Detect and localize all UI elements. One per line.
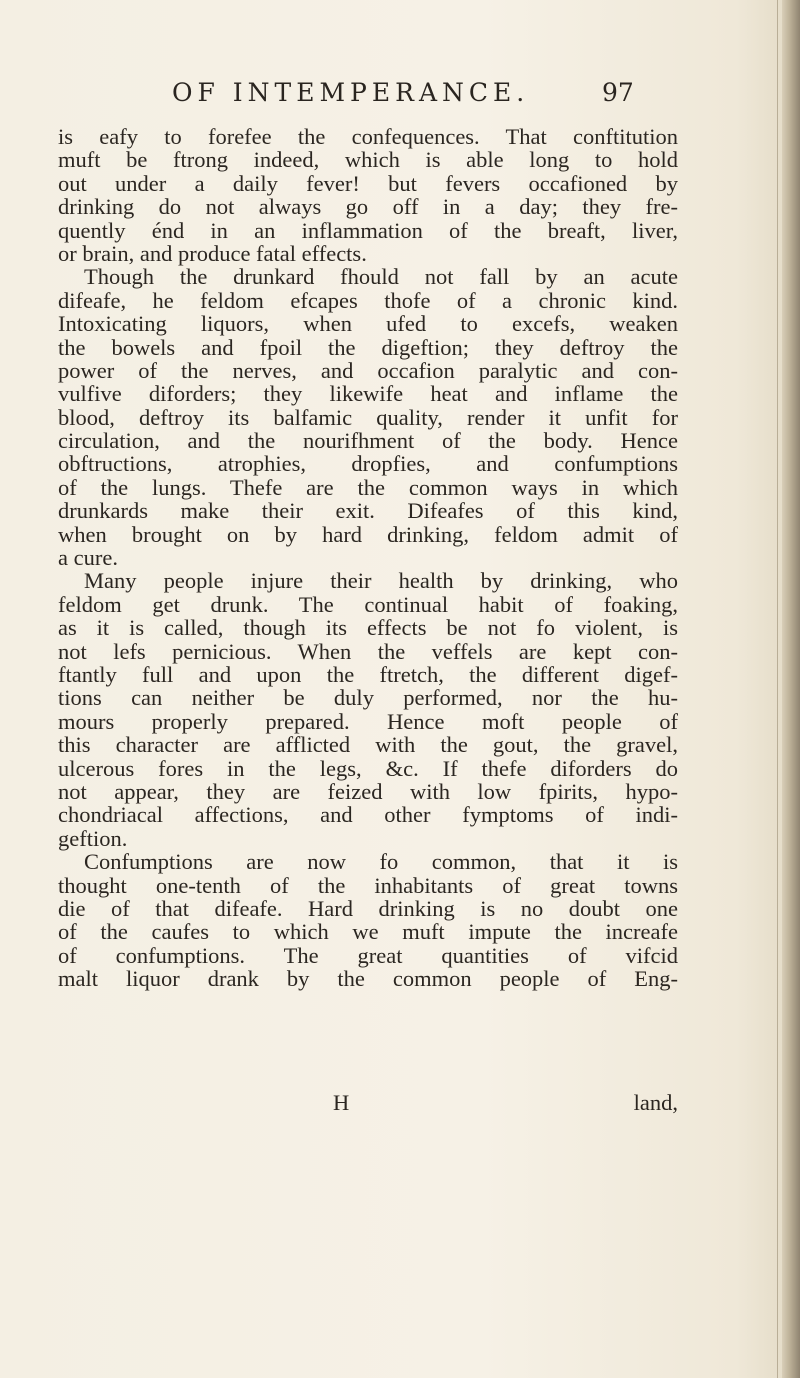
signature-mark: H	[333, 1090, 350, 1115]
text-line: malt liquor drank by the common people of Eng-	[58, 966, 678, 992]
text-line: is eafy to forefee the confequences. That conftitution	[58, 124, 678, 149]
text-line: of confumptions. The great quantities of vifcid	[58, 942, 678, 968]
text-line: the bowels and fpoil the digeftion; they deftroy the	[58, 334, 678, 360]
text-line: power of the nerves, and occafion paralytic and con-	[58, 357, 678, 383]
running-title: OF INTEMPERANCE.	[172, 78, 530, 107]
book-binding-edge	[782, 0, 800, 1378]
text-line: not appear, they are feized with low fpirits, hypo-	[58, 778, 678, 804]
text-line: drinking do not always go off in a day; they fre-	[58, 194, 678, 220]
text-line: ftantly full and upon the ftretch, the different digef-	[58, 661, 678, 687]
text-line: of the caufes to which we muft impute the increafe	[58, 919, 678, 945]
text-line: as it is called, though its effects be not fo violent, is	[58, 615, 678, 641]
text-line: Confumptions are now fo common, that it is	[84, 849, 678, 875]
text-line: mours properly prepared. Hence moft people of	[58, 708, 678, 734]
text-line: geftion.	[58, 825, 128, 851]
page-number: 97	[602, 78, 634, 107]
text-line: this character are afflicted with the gout, the gravel,	[58, 732, 678, 758]
text-line: muft be ftrong indeed, which is able long to hold	[58, 147, 678, 173]
text-line: feldom get drunk. The continual habit of foaking,	[58, 591, 678, 617]
text-line: drunkards make their exit. Difeafes of this kind,	[58, 498, 678, 524]
text-line: or brain, and produce fatal effects.	[58, 240, 367, 266]
text-line: a cure.	[58, 545, 118, 571]
text-line: Many people injure their health by drinking, who	[84, 568, 678, 594]
text-line: difeafe, he feldom efcapes thofe of a chronic kind.	[58, 287, 678, 313]
text-line: when brought on by hard drinking, feldom admit of	[58, 521, 678, 547]
text-line: of the lungs. Thefe are the common ways in which	[58, 474, 678, 500]
page-footer	[58, 1090, 678, 1120]
binding-line	[777, 0, 778, 1378]
text-line: out under a daily fever! but fevers occafioned by	[58, 170, 678, 196]
text-line: not lefs pernicious. When the veffels are kept con-	[58, 638, 678, 664]
text-line: blood, deftroy its balfamic quality, render it unfit for	[58, 404, 678, 430]
catchword: land,	[633, 1090, 678, 1115]
text-line: quently énd in an inflammation of the breaft, liver,	[58, 217, 678, 243]
running-head	[172, 78, 672, 118]
text-line: Intoxicating liquors, when ufed to excefs, weaken	[58, 311, 678, 337]
text-line: tions can neither be duly performed, nor the hu-	[58, 685, 678, 711]
body-text	[58, 125, 678, 990]
text-line: vulfive diforders; they likewife heat and inflame the	[58, 381, 678, 407]
text-line: Though the drunkard fhould not fall by an acute	[84, 264, 678, 290]
text-line: die of that difeafe. Hard drinking is no doubt one	[58, 895, 678, 921]
text-line: circulation, and the nourifhment of the body. Hence	[58, 428, 678, 454]
text-line: thought one-tenth of the inhabitants of great towns	[58, 872, 678, 898]
text-line: chondriacal affections, and other fymptoms of indi-	[58, 802, 678, 828]
text-line: obftructions, atrophies, dropfies, and confumptions	[58, 451, 678, 477]
text-line: ulcerous fores in the legs, &c. If thefe diforders do	[58, 755, 678, 781]
